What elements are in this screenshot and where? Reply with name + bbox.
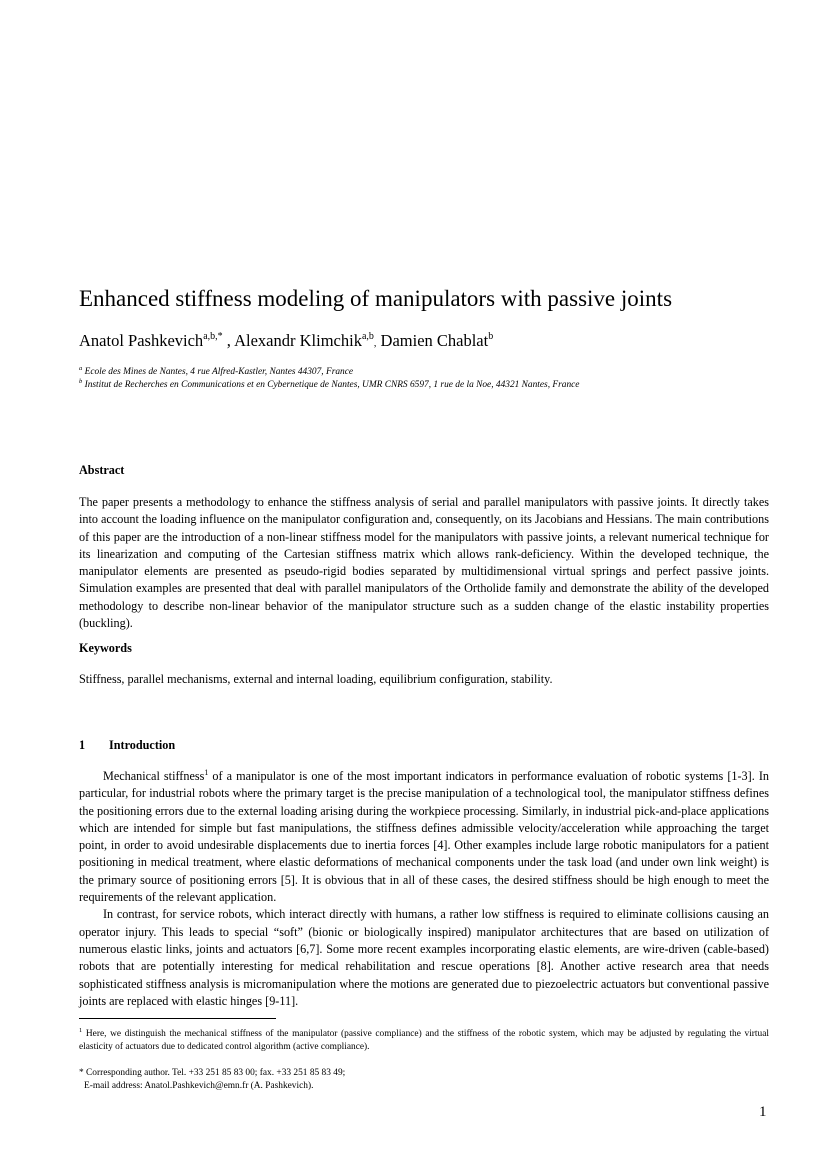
footnote-1 [79,1028,769,1054]
corresponding-author-contact: * Corresponding author. Tel. +33 251 85 83 00; fax. +33 251 85 83 49; [79,1068,346,1078]
section-title: Introduction [109,738,176,752]
footnote-mark: 1 [79,1026,83,1034]
corresponding-author-email: E-mail address: Anatol.Pashkevich@emn.fr (A. Pashkevich). [84,1081,314,1091]
affiliation-a [79,366,779,379]
author-affiliation-mark: b [488,330,494,342]
author-name: Alexandr Klimchik [234,331,362,350]
paragraph-text: Mechanical stiffness [103,769,205,783]
footnote-reference: 1 [204,767,209,777]
footnote-separator [79,1018,276,1019]
keywords-text: Stiffness, parallel mechanisms, external and internal loading, equilibrium configuration, stability. [79,672,553,686]
author-separator: , [373,338,377,349]
section-heading-introduction [79,737,175,753]
introduction-paragraph-1 [79,768,769,906]
affiliations [79,366,779,392]
abstract-heading: Abstract [79,463,125,477]
affiliation-b [79,379,779,392]
author-name: Anatol Pashkevich [79,331,204,350]
affiliation-text: Institut de Recherches en Communications et en Cybernetique de Nantes, UMR CNRS 6597, 1 rue de la Noe, 44321 Nantes, France [84,380,580,390]
author-separator: , [222,331,235,350]
keywords-heading: Keywords [79,641,132,655]
author-affiliation-mark: a,b,* [203,330,223,342]
introduction-paragraph-2: In contrast, for service robots, which interact directly with humans, a rather low stiffness is required to eliminate collisions causing an operator injury. This leads to special “soft” (bionic or biologically inspired) manipulator architectures that are based on utilization of numerous elastic links, joints and actuators [6,7]. Some more recent examples incorporating elastic elements, are wire-driven (cable-based) robots that are potentially interesting for medical rehabilitation and rescue operations [8]. Another active research area that needs sophisticated stiffness analysis is micromanipulation where the motions are generated due to piezoelectric actuators but conventional passive joints are replaced with elastic hinges [9-11]. [79,907,769,1008]
affiliation-text: Ecole des Mines de Nantes, 4 rue Alfred-Kastler, Nantes 44307, France [84,367,354,377]
paragraph-text: of a manipulator is one of the most important indicators in performance evaluation of robotic systems [1-3]. In particular, for industrial robots where the primary target is the precise manipulation of a technological tool, the manipulator stiffness defines the positioning errors due to the external loading arising during the workpiece processing. Similarly, in industrial pick-and-place applications which are intended for simple but fast manipulations, the stiffness defines admissible velocity/acceleration while approaching the target point, in order to avoid undesirable displacements due to inertia forces [4]. Other examples include large robotic manipulators for a patient positioning in medical treatment, where elastic deformations of mechanical components under the task load (and under own link weight) is the primary source of positioning errors [5]. It is obvious that in all of these cases, the desired stiffness should be high enough to meet the requirements of the relevant application. [79,769,769,905]
affiliation-mark: b [79,377,83,385]
author-name: Damien Chablat [380,331,489,350]
introduction-body [79,768,769,1010]
page-number: 1 [759,1104,767,1120]
affiliation-mark: a [79,364,83,372]
author-affiliation-mark: a,b [361,330,374,342]
corresponding-author-note [79,1067,769,1093]
paper-title: Enhanced stiffness modeling of manipulators with passive joints [79,286,673,311]
abstract-text: The paper presents a methodology to enhance the stiffness analysis of serial and parallel manipulators with passive joints. It directly takes into account the loading influence on the manipulator configuration and, consequently, on its Jacobians and Hessians. The main contributions of this paper are the introduction of a non-linear stiffness model for the manipulators with passive joints, a relevant numerical technique for its linearization and computing of the Cartesian stiffness matrix which allows rank-deficiency. Within the developed technique, the manipulator elements are presented as pseudo-rigid bodies separated by multidimensional virtual springs and perfect passive joints. Simulation examples are presented that deal with parallel manipulators of the Ortholide family and demonstrate the ability of the developed methodology to describe non-linear behavior of the manipulator structure such as a sudden change of the elastic instability properties (buckling). [79,495,769,631]
footnote-text: Here, we distinguish the mechanical stiffness of the manipulator (passive compliance) and the stiffness of the robotic system, which may be adjusted by regulating the virtual elasticity of actuators due to dedicated control algorithm (active compliance). [79,1029,769,1052]
section-number: 1 [79,738,86,752]
author-list [79,330,769,355]
